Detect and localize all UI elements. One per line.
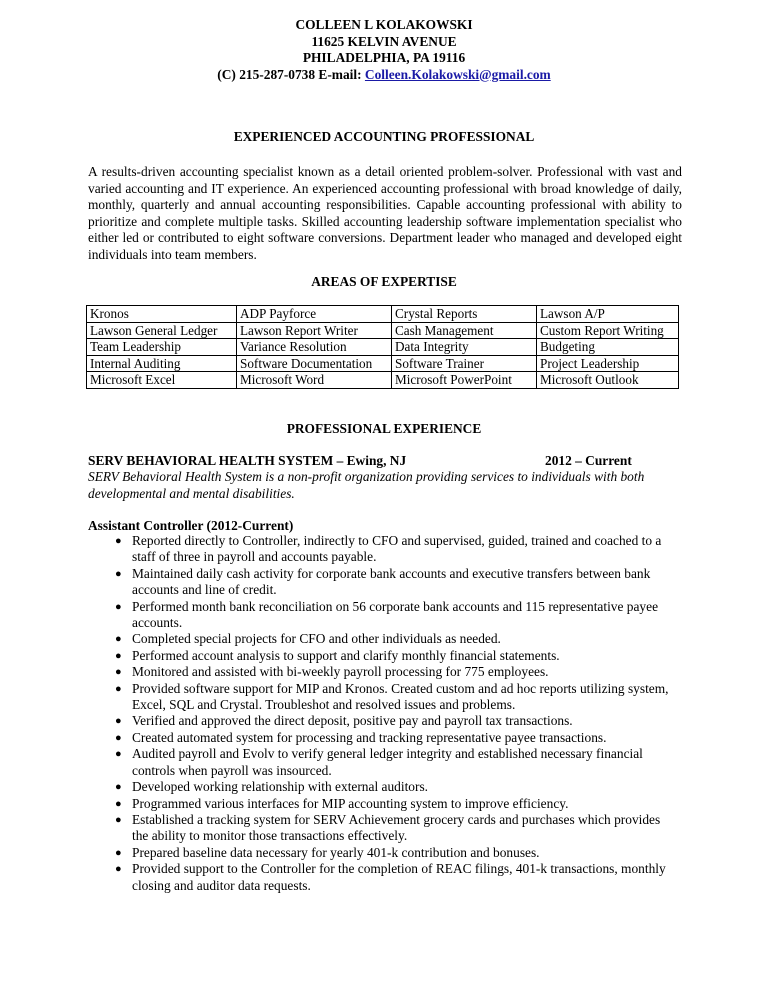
duty-text: Monitored and assisted with bi-weekly payroll processing for 775 employees. <box>132 664 549 680</box>
job-title: Assistant Controller (2012-Current) <box>88 518 294 533</box>
bullet-icon: ● <box>115 731 122 744</box>
bullet-icon: ● <box>115 781 122 794</box>
expertise-cell: Cash Management <box>392 322 537 339</box>
expertise-cell: Custom Report Writing <box>537 322 679 339</box>
expertise-cell: Budgeting <box>537 339 679 356</box>
expertise-cell: Kronos <box>87 306 237 323</box>
bullet-icon: ● <box>115 535 122 547</box>
duty-item <box>88 533 678 566</box>
phone-number: (C) 215-287-0738 E-mail: <box>217 66 362 82</box>
bullet-icon: ● <box>115 846 122 859</box>
employer-description: SERV Behavioral Health System is a non-profit organization providing services to individuals with both developmental and mental disabilities. <box>88 469 645 501</box>
bullet-icon: ● <box>115 863 122 876</box>
duty-item <box>88 631 678 647</box>
duty-text: Performed account analysis to support and clarify monthly financial statements. <box>132 647 560 663</box>
expertise-cell: Lawson A/P <box>537 306 679 323</box>
expertise-cell: Data Integrity <box>392 339 537 356</box>
duty-item <box>88 779 678 795</box>
expertise-cell: Variance Resolution <box>237 339 392 356</box>
duty-text: Programmed various interfaces for MIP accounting system to improve efficiency. <box>132 795 569 811</box>
duty-text: Audited payroll and Evolv to verify general ledger integrity and established necessary financial controls when payroll was insourced. <box>132 746 643 778</box>
expertise-table <box>86 305 679 389</box>
expertise-row <box>87 306 679 323</box>
expertise-cell: Internal Auditing <box>87 355 237 372</box>
duty-item <box>88 730 678 746</box>
city-state-zip: PHILADELPHIA, PA 19116 <box>302 50 466 65</box>
duty-item <box>88 648 678 664</box>
expertise-cell: Microsoft Outlook <box>537 372 679 389</box>
duty-item <box>88 681 678 714</box>
expertise-cell: Project Leadership <box>537 355 679 372</box>
expertise-cell: Microsoft Word <box>237 372 392 389</box>
duty-text: Provided support to the Controller for the completion of REAC filings, 401-k transactions, monthly closing and auditor data requests. <box>132 861 666 893</box>
employer-name: SERV BEHAVIORAL HEALTH SYSTEM – Ewing, NJ <box>88 453 407 468</box>
duty-item <box>88 599 678 632</box>
bullet-icon: ● <box>115 813 122 826</box>
expertise-title: AREAS OF EXPERTISE <box>311 274 457 289</box>
experience-title: PROFESSIONAL EXPERIENCE <box>286 421 482 436</box>
duty-item <box>88 812 678 845</box>
bullet-icon: ● <box>115 649 122 662</box>
email-link[interactable]: Colleen.Kolakowski@gmail.com <box>364 66 551 82</box>
bullet-icon: ● <box>115 748 122 761</box>
duty-text: Performed month bank reconciliation on 56 corporate bank accounts and 115 representative payee accounts. <box>132 598 659 631</box>
street-address: 11625 KELVIN AVENUE <box>311 33 457 49</box>
bullet-icon: ● <box>115 567 122 580</box>
professional-summary: A results-driven accounting specialist known as a detail oriented problem-solver. Professional with vast and varied accounting and IT experience. An experienced accounting professional with broad knowledge of daily, monthly, quarterly and annual accounting responsibilities. Capable accounting professional with ability to prioritize and complete multiple tasks. Skilled accounting leadership software implementation specialist who either led or contributed to eight software conversions. Department leader who managed and developed eight individuals into team members. <box>88 164 682 262</box>
duty-text: Established a tracking system for SERV Achievement grocery cards and purchases which provides the ability to monitor those transactions effectively. <box>132 811 661 844</box>
duty-text: Developed working relationship with external auditors. <box>132 779 429 795</box>
duty-text: Provided software support for MIP and Kronos. Created custom and ad hoc reports utilizing system, Excel, SQL and Crystal. Troubleshot and resolved issues and problems. <box>132 680 669 713</box>
duty-item <box>88 713 678 729</box>
bullet-icon: ● <box>115 666 122 679</box>
expertise-cell: Microsoft PowerPoint <box>392 372 537 389</box>
duties-list <box>88 533 678 894</box>
expertise-cell: ADP Payforce <box>237 306 392 323</box>
expertise-cell: Lawson Report Writer <box>237 322 392 339</box>
duty-text: Verified and approved the direct deposit, positive pay and payroll tax transactions. <box>132 713 573 729</box>
expertise-cell: Team Leadership <box>87 339 237 356</box>
duty-text: Created automated system for processing and tracking representative payee transactions. <box>132 729 607 745</box>
bullet-icon: ● <box>115 797 122 810</box>
employer-heading <box>88 453 662 470</box>
contact-header <box>0 17 768 83</box>
bullet-icon: ● <box>115 682 122 695</box>
headline: EXPERIENCED ACCOUNTING PROFESSIONAL <box>233 129 535 144</box>
employment-dates: 2012 – Current <box>545 453 632 468</box>
duty-text: Completed special projects for CFO and other individuals as needed. <box>132 631 501 647</box>
expertise-row <box>87 372 679 389</box>
duty-text: Reported directly to Controller, indirectly to CFO and supervised, guided, trained and coached to a staff of three in payroll and accounts payable. <box>132 533 662 565</box>
expertise-row <box>87 339 679 356</box>
phone-email-line <box>0 67 768 84</box>
expertise-cell: Software Trainer <box>392 355 537 372</box>
applicant-name: COLLEEN L KOLAKOWSKI <box>295 17 473 32</box>
bullet-icon: ● <box>115 633 122 646</box>
expertise-cell: Crystal Reports <box>392 306 537 323</box>
duty-item <box>88 664 678 680</box>
expertise-cell: Software Documentation <box>237 355 392 372</box>
duty-item <box>88 796 678 812</box>
duty-item <box>88 845 678 861</box>
expertise-cell: Lawson General Ledger <box>87 322 237 339</box>
expertise-cell: Microsoft Excel <box>87 372 237 389</box>
bullet-icon: ● <box>115 600 122 613</box>
bullet-icon: ● <box>115 715 122 728</box>
expertise-row <box>87 322 679 339</box>
duty-item <box>88 566 678 599</box>
duty-text: Maintained daily cash activity for corporate bank accounts and executive transfers between bank accounts and line of credit. <box>132 565 651 598</box>
expertise-row <box>87 355 679 372</box>
duty-item <box>88 861 678 894</box>
duty-item <box>88 746 678 779</box>
duty-text: Prepared baseline data necessary for yearly 401-k contribution and bonuses. <box>132 844 540 860</box>
